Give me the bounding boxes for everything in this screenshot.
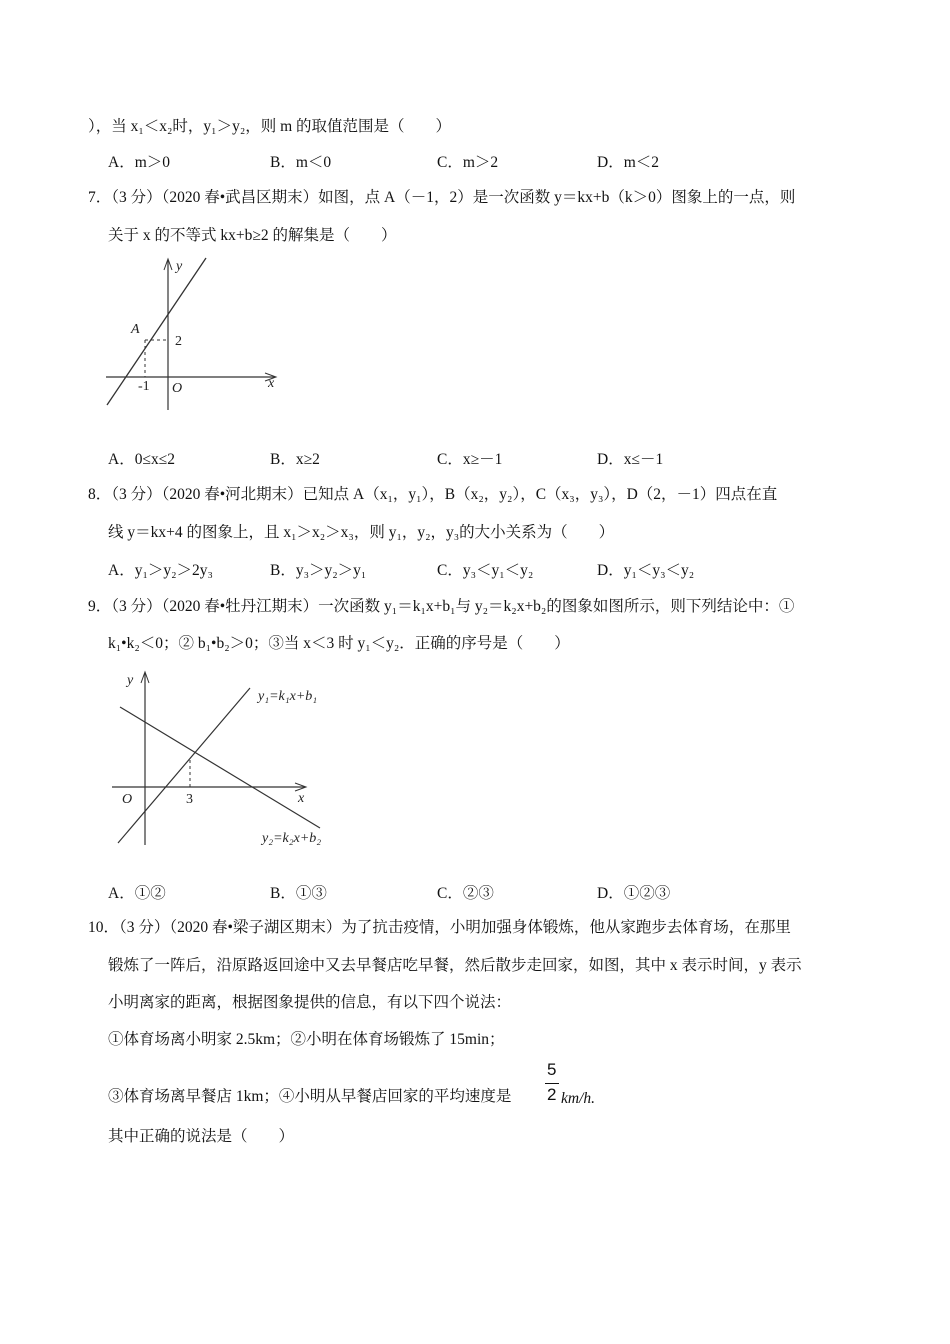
line-y2 <box>120 707 320 828</box>
q7-option-b: B．x≥2 <box>270 451 320 468</box>
q8-option-b: B．y₃＞y₂＞y₁ <box>270 562 367 579</box>
q10-question: 其中正确的说法是（ ） <box>108 1128 295 1145</box>
q7-option-d: D．x≤－1 <box>597 451 664 468</box>
q9-option-d: D．①②③ <box>597 885 671 902</box>
q9-stem-line1: 9．（3 分）（2020 春•牡丹江期末）一次函数 y₁＝k₁x+b₁与 y₂＝k₂x+b₂的图象如图所示，则下列结论中：① <box>88 598 795 615</box>
q8-option-d: D．y₁＜y₃＜y₂ <box>597 562 695 579</box>
q9-option-b: B．①③ <box>270 885 327 902</box>
line-y2-label: y₂=k₂x+b₂ <box>262 831 322 846</box>
point-a-label: A <box>131 322 140 337</box>
origin-label: O <box>172 381 183 396</box>
q9-option-a: A．①② <box>108 885 166 902</box>
q10-stem-line1: 10．（3 分）（2020 春•梁子湖区期末）为了抗击疫情，小明加强身体锻炼，他从家跑步去体育场，在那里 <box>88 919 791 936</box>
line-y1-label: y₁=k₁x+b₁ <box>258 689 318 704</box>
origin-label: O <box>122 792 133 807</box>
q9-option-c: C．②③ <box>437 885 494 902</box>
q6-option-c: C．m＞2 <box>437 154 499 171</box>
q6-stem: ），当 x₁＜x₂时，y₁＞y₂，则 m 的取值范围是（ ） <box>88 118 452 135</box>
y-tick-2: 2 <box>175 334 182 349</box>
q6-option-d: D．m＜2 <box>597 154 660 171</box>
q7-option-a: A．0≤x≤2 <box>108 451 175 468</box>
q10-stem-line3: 小明离家的距离，根据图象提供的信息，有以下四个说法： <box>108 994 512 1011</box>
q9-stem-line2: k₁•k₂＜0；② b₁•b₂＞0；③当 x＜3 时 y₁＜y₂．正确的序号是（ ） <box>108 635 570 652</box>
fraction-denominator: 2 <box>547 1085 557 1104</box>
x-axis-label: x <box>268 376 275 391</box>
y-axis-label: y <box>176 259 183 274</box>
q6-option-a: A．m＞0 <box>108 154 171 171</box>
speed-unit: km/h. <box>561 1090 596 1107</box>
q8-stem-line1: 8．（3 分）（2020 春•河北期末）已知点 A（x₁，y₁），B（x₂，y₂），C（x₃，y₃），D（2，－1）四点在直 <box>88 486 778 503</box>
x-axis-label: x <box>298 791 305 806</box>
q7-stem-line1: 7．（3 分）（2020 春•武昌区期末）如图，点 A（－1，2）是一次函数 y＝kx+b（k＞0）图象上的一点，则 <box>88 189 796 206</box>
q8-option-c: C．y₃＜y₁＜y₂ <box>437 562 534 579</box>
q10-statements-3-4: ③体育场离早餐店 1km；④小明从早餐店回家的平均速度是 <box>108 1088 512 1105</box>
q10-statements-1-2: ①体育场离小明家 2.5km；②小明在体育场锻炼了 15min； <box>108 1031 505 1048</box>
q7-option-c: C．x≥－1 <box>437 451 503 468</box>
y-axis-label: y <box>127 673 134 688</box>
x-tick-3: 3 <box>186 792 193 807</box>
line-y1 <box>118 688 250 843</box>
q8-option-a: A．y₁＞y₂＞2y₃ <box>108 562 213 579</box>
fraction-bar <box>545 1083 559 1084</box>
q7-stem-line2: 关于 x 的不等式 kx+b≥2 的解集是（ ） <box>108 227 397 244</box>
q8-stem-line2: 线 y＝kx+4 的图象上，且 x₁＞x₂＞x₃，则 y₁，y₂，y₃的大小关系为（ ） <box>108 524 615 541</box>
x-tick-neg1: -1 <box>138 379 150 394</box>
fraction-numerator: 5 <box>547 1060 557 1079</box>
q10-stem-line2: 锻炼了一阵后，沿原路返回途中又去早餐店吃早餐，然后散步走回家，如图，其中 x 表示时间，y 表示 <box>108 957 802 974</box>
q6-option-b: B．m＜0 <box>270 154 332 171</box>
